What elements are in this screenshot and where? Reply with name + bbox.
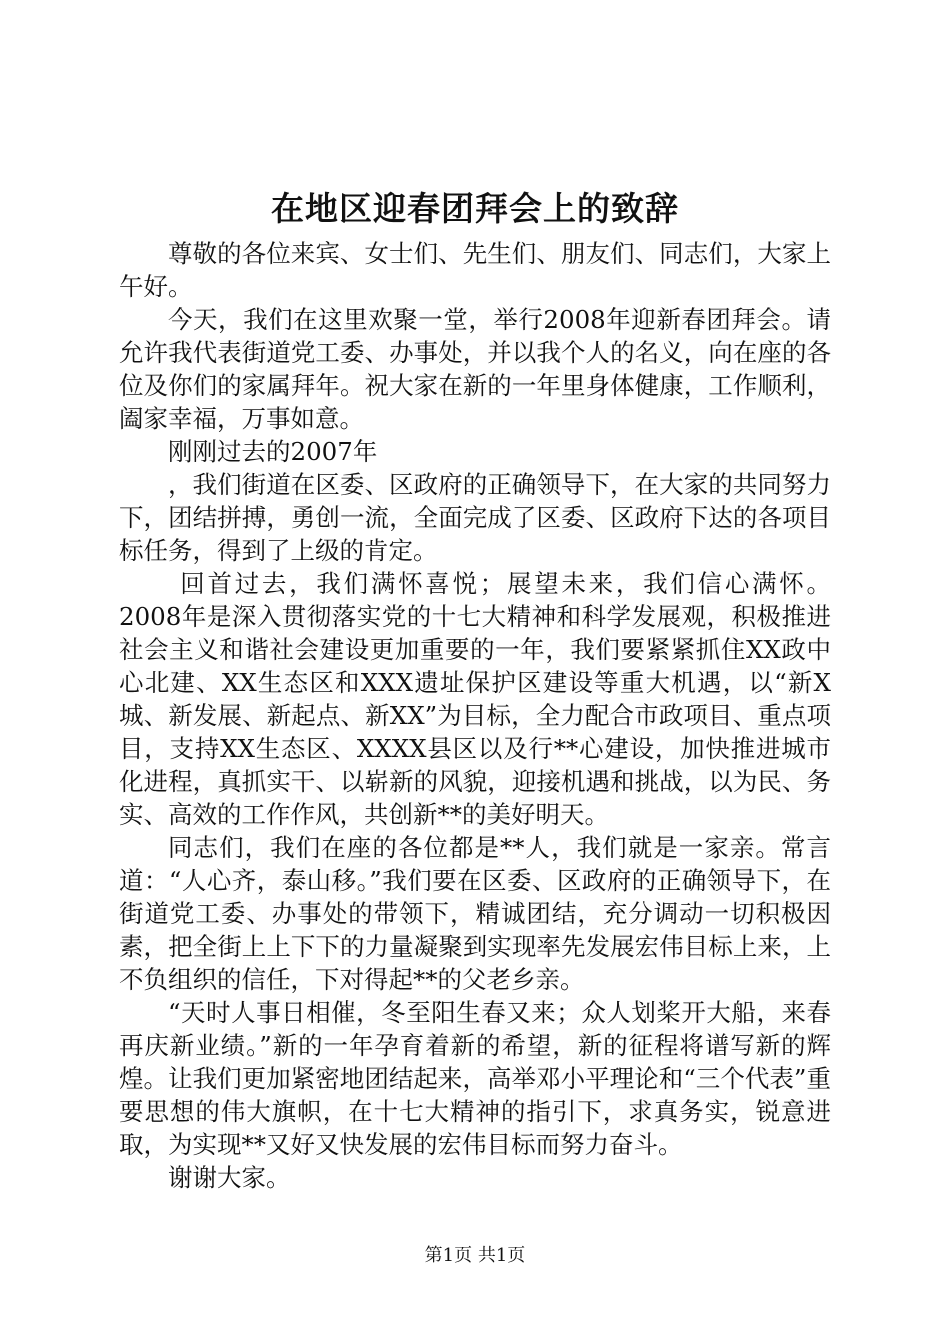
- paragraph-comrades: 同志们，我们在座的各位都是**人，我们就是一家亲。常言道：“人心齐，泰山移。”我们要在区委、区政府的正确领导下，在街道党工委、办事处的带领下，精诚团结，充分调动一切积极因素，把全街上上下下的力量凝聚到实现率先发展宏伟目标上来，上不负组织的信任，下对得起**的父老乡亲。: [119, 833, 831, 994]
- paragraph-opening: 今天，我们在这里欢聚一堂，举行2008年迎新春团拜会。请允许我代表街道党工委、办事处，并以我个人的名义，向在座的各位及你们的家属拜年。祝大家在新的一年里身体健康，工作顺利，阖家幸福，万事如意。: [119, 305, 831, 433]
- paragraph-greeting: 尊敬的各位来宾、女士们、先生们、朋友们、同志们，大家上午好。: [119, 239, 831, 301]
- paragraph-past-year-lead: 刚刚过去的2007年: [168, 437, 378, 466]
- paragraph-review: 回首过去，我们满怀喜悦；展望未来，我们信心满怀。: [180, 569, 831, 598]
- paragraph-past-year: ，我们街道在区委、区政府的正确领导下，在大家的共同努力下，团结拼搏，勇创一流，全面完成了区委、区政府下达的各项目标任务，得到了上级的肯定。: [119, 470, 831, 565]
- paragraph-closing-verse: “天时人事日相催，冬至阳生春又来；众人划桨开大船，来春再庆新业绩。”新的一年孕育着新的希望，新的征程将谱写新的辉煌。让我们更加紧密地团结起来，高举邓小平理论和“三个代表”重要思想的伟大旗帜，在十七大精神的指引下，求真务实，锐意进取，为实现**又好又快发展的宏伟目标而努力奋斗。: [119, 998, 831, 1159]
- document-title: 在地区迎春团拜会上的致辞: [271, 189, 679, 228]
- paragraph-2008-plan: 2008年是深入贯彻落实党的十七大精神和科学发展观，积极推进社会主义和谐社会建设更加重要的一年，我们要紧紧抓住XX政中心北建、XX生态区和XXX遗址保护区建设等重大机遇，以“新X城、新发展、新起点、新XX”为目标，全力配合市政项目、重点项目，支持XX生态区、XXXX县区以及行**心建设，加快推进城市化进程，真抓实干、以崭新的风貌，迎接机遇和挑战，以为民、务实、高效的工作作风，共创新**的美好明天。: [119, 602, 831, 829]
- page-footer: 第1页 共1页: [424, 1245, 526, 1266]
- paragraph-thanks: 谢谢大家。: [168, 1163, 291, 1192]
- document-body: [119, 237, 831, 1194]
